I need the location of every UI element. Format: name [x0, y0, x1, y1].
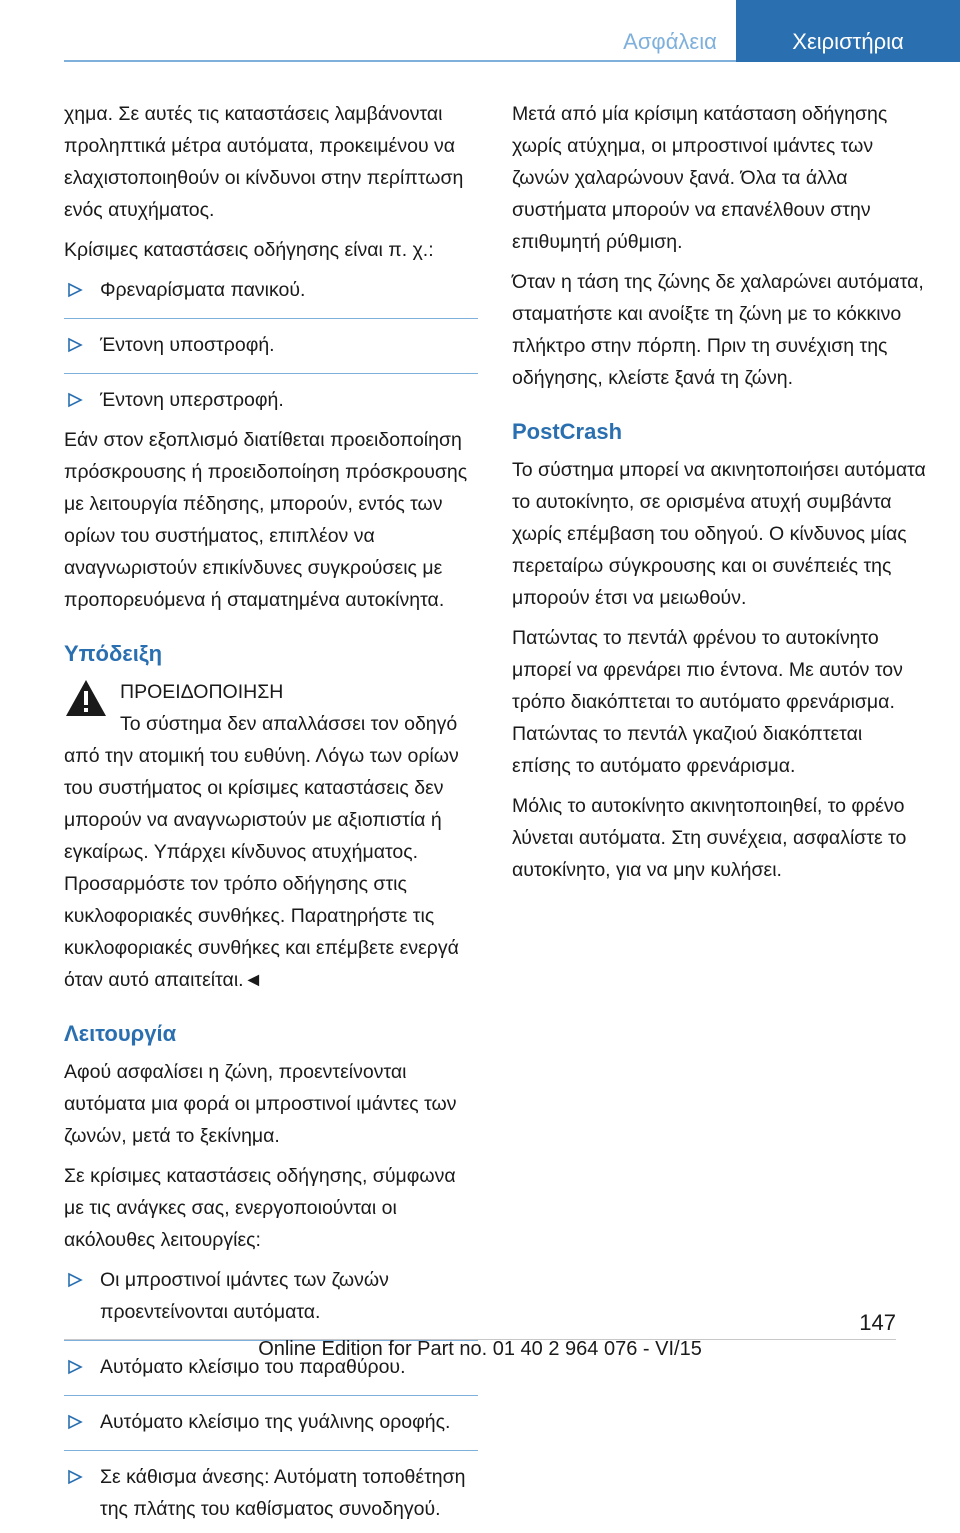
footer-edition: Online Edition for Part no. 01 40 2 964 076 - VI/15 [258, 1338, 702, 1360]
bullet-list [64, 274, 478, 422]
triangle-bullet-icon [66, 336, 84, 354]
warning-triangle-icon [64, 678, 108, 718]
list-item-text: Έντονη υπερστροφή. [100, 389, 284, 411]
warning-title: ΠΡΟΕΙΔΟΠΟΙΗΣΗ [120, 681, 284, 703]
paragraph: Το σύστημα μπορεί να ακινητοποιήσει αυτόματα το αυτοκίνητο, σε ορισμένα ατυχή συμβάντα χωρίς επέμβαση του οδηγού. Ο κίνδυνος μίας περεταίρω σύγκρουσης και οι συνέπειές της μπορούν έτσι να μειωθούν. [512, 459, 926, 609]
header-chapter-tab[interactable]: Χειριστήρια [736, 0, 960, 62]
list-item [64, 1264, 478, 1341]
paragraph: χημα. Σε αυτές τις καταστάσεις λαμβάνονται προληπτικά μέτρα αυτόματα, προκειμένου να ελαχιστοποιηθούν οι κίνδυνοι στην περίπτωση ενός ατυχήματος. [64, 103, 464, 221]
hint-heading: Υπόδειξη [64, 641, 163, 666]
triangle-bullet-icon [66, 281, 84, 299]
postcrash-heading: PostCrash [512, 419, 623, 444]
header-divider [64, 60, 736, 62]
triangle-bullet-icon [66, 391, 84, 409]
list-item-text: Οι μπροστινοί ιμάντες των ζωνών προεντείνονται αυτόματα. [100, 1269, 389, 1323]
page-number: 147 [859, 1310, 896, 1335]
list-item-text: Σε κάθισμα άνεσης: Αυτόματη τοποθέτηση της πλάτης του καθίσματος συνοδηγού. [100, 1466, 466, 1520]
list-item [64, 384, 478, 422]
function-heading: Λειτουργία [64, 1021, 177, 1046]
paragraph: Πατώντας το πεντάλ φρένου το αυτοκίνητο μπορεί να φρενάρει πιο έντονα. Με αυτόν τον τρόπο διακόπτεται το αυτόματο φρενάρισμα. Πατώντας το πεντάλ γκαζιού διακόπτεται επίσης το αυτόματο φρενάρισμα. [512, 627, 903, 777]
left-column [64, 98, 478, 1533]
page-header [0, 0, 960, 62]
paragraph: Μόλις το αυτοκίνητο ακινητοποιηθεί, το φρένο λύνεται αυτόματα. Στη συνέχεια, ασφαλίστε το αυτοκίνητο, για να μην κυλήσει. [512, 795, 907, 881]
right-column [512, 98, 926, 894]
paragraph: Κρίσιμες καταστάσεις οδήγησης είναι π. χ.: [64, 239, 434, 261]
triangle-bullet-icon [66, 1271, 84, 1289]
triangle-bullet-icon [66, 1413, 84, 1431]
list-item-text: Αυτόματο κλείσιμο του παραθύρου. [100, 1356, 406, 1378]
header-section-tab[interactable]: Ασφάλεια [623, 29, 717, 54]
list-item [64, 1406, 478, 1451]
warning-text: Το σύστημα δεν απαλλάσσει τον οδηγό από την ατομική του ευθύνη. Λόγω των ορίων του συστήματος οι κρίσιμες καταστάσεις δεν μπορούν να αναγνωριστούν με αξιοπιστία ή εγκαίρως. Υπάρχει κίνδυνος ατυχήματος. Προσαρμόστε τον τρόπο οδήγησης στις κυκλοφοριακές συνθήκες. Παρατηρήστε τις κυκλοφοριακές συνθήκες και επέμβετε ενεργά όταν αυτό απαιτείται.◄ [64, 713, 459, 991]
paragraph: Αφού ασφαλίσει η ζώνη, προεντείνονται αυτόματα μια φορά οι μπροστινοί ιμάντες των ζωνών, μετά το ξεκίνημα. [64, 1061, 457, 1147]
list-item-text: Έντονη υποστροφή. [100, 334, 275, 356]
list-item [64, 1461, 478, 1531]
warning-box [64, 676, 478, 996]
triangle-bullet-icon [66, 1468, 84, 1486]
paragraph: Σε κρίσιμες καταστάσεις οδήγησης, σύμφωνα με τις ανάγκες σας, ενεργοποιούνται οι ακόλουθες λειτουργίες: [64, 1165, 456, 1251]
list-item-text: Αυτόματο κλείσιμο της γυάλινης οροφής. [100, 1411, 451, 1433]
paragraph: Όταν η τάση της ζώνης δε χαλαρώνει αυτόματα, σταματήστε και ανοίξτε τη ζώνη με το κόκκινο πλήκτρο στην πόρπη. Πριν τη συνέχιση της οδήγησης, κλείστε ξανά τη ζώνη. [512, 271, 924, 389]
list-item [64, 329, 478, 374]
list-item-text: Φρεναρίσματα πανικού. [100, 279, 306, 301]
paragraph: Μετά από μία κρίσιμη κατάσταση οδήγησης χωρίς ατύχημα, οι μπροστινοί ιμάντες των ζωνών χαλαρώνουν ξανά. Όλα τα άλλα συστήματα μπορούν να επανέλθουν στην επιθυμητή ρύθμιση. [512, 103, 888, 253]
paragraph: Εάν στον εξοπλισμό διατίθεται προειδοποίηση πρόσκρουσης ή προειδοποίηση πρόσκρουσης με λειτουργία πέδησης, μπορούν, εντός των ορίων του συστήματος, επιπλέον να αναγνωριστούν επικίνδυνες συγκρούσεις με προπορευόμενα ή σταματημένα αυτοκίνητα. [64, 429, 468, 611]
list-item [64, 274, 478, 319]
bullet-list [64, 1264, 478, 1531]
